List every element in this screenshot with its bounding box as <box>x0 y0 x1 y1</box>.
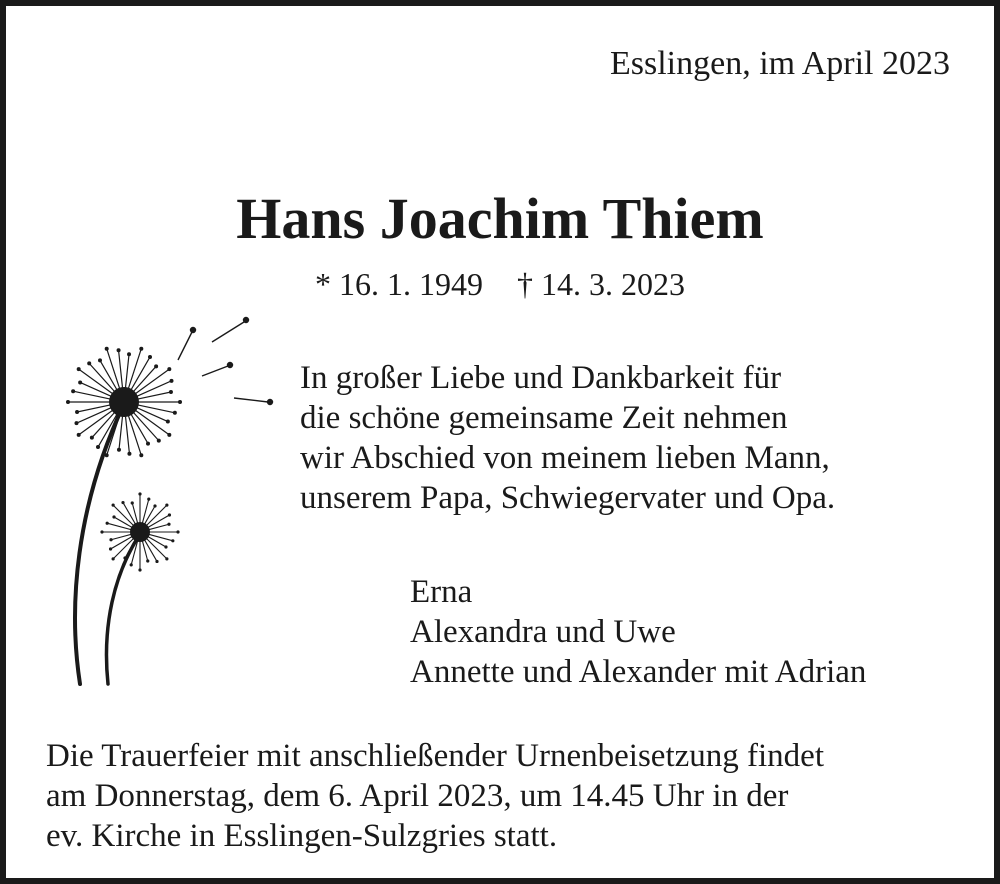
birth-date: * 16. 1. 1949 <box>315 266 483 302</box>
family-member: Annette und Alexander mit Adrian <box>410 654 867 690</box>
message-line: In großer Liebe und Dankbarkeit für <box>300 360 782 396</box>
family-signatures <box>410 572 866 692</box>
life-dates <box>6 264 994 304</box>
service-line: ev. Kirche in Esslingen-Sulzgries statt. <box>46 818 558 854</box>
death-date: † 14. 3. 2023 <box>517 266 685 302</box>
service-line: Die Trauerfeier mit anschließender Urnenbeisetzung findet <box>46 738 824 774</box>
service-line: am Donnerstag, dem 6. April 2023, um 14.45 Uhr in der <box>46 778 789 814</box>
message-line: wir Abschied von meinem lieben Mann, <box>300 440 830 476</box>
family-member: Alexandra und Uwe <box>410 614 676 650</box>
place-date: Esslingen, im April 2023 <box>610 45 950 82</box>
message-text <box>300 358 835 518</box>
dandelion-icon <box>46 306 286 686</box>
message-line: die schöne gemeinsame Zeit nehmen <box>300 400 788 436</box>
message-line: unserem Papa, Schwiegervater und Opa. <box>300 480 836 516</box>
deceased-name: Hans Joachim Thiem <box>236 186 764 251</box>
family-member: Erna <box>410 574 473 610</box>
service-details <box>46 736 824 856</box>
